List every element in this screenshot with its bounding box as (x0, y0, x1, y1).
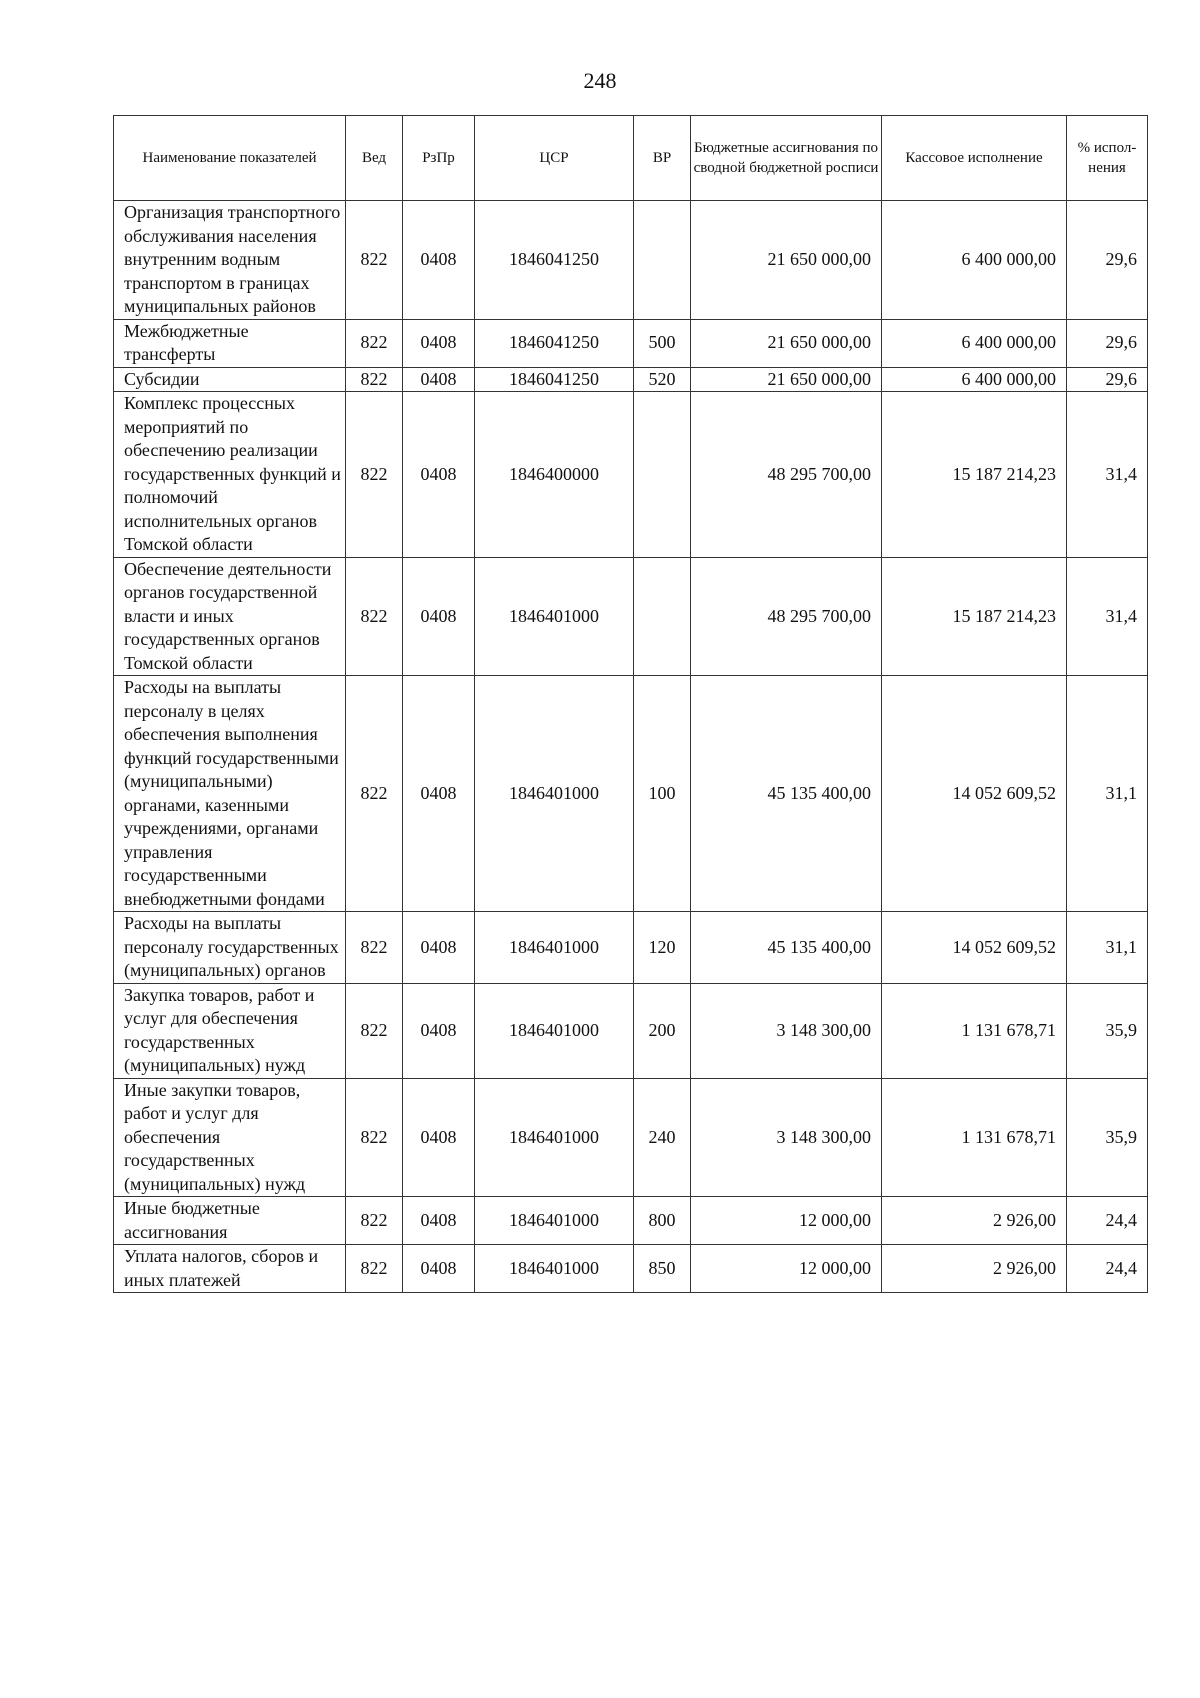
cell-ved: 822 (346, 676, 403, 912)
cell-assigned: 3 148 300,00 (691, 983, 882, 1078)
cell-name: Уплата налогов, сборов и иных платежей (114, 1245, 346, 1293)
cell-csr: 1846401000 (475, 557, 634, 676)
cell-rzpr: 0408 (403, 1078, 475, 1197)
cell-vr (634, 557, 691, 676)
table-row (114, 201, 1148, 320)
table-row (114, 983, 1148, 1078)
cell-assigned: 3 148 300,00 (691, 1078, 882, 1197)
header-ved: Вед (346, 116, 403, 201)
header-executed: Кассовое исполнение (882, 116, 1067, 201)
header-csr: ЦСР (475, 116, 634, 201)
cell-percent: 31,4 (1067, 557, 1148, 676)
cell-executed: 15 187 214,23 (882, 392, 1067, 558)
cell-ved: 822 (346, 1078, 403, 1197)
cell-rzpr: 0408 (403, 319, 475, 367)
cell-name: Расходы на выплаты персоналу в целях обеспечения выполнения функций государственными (муниципальными) органами, казенными учреждениями, органами управления государственными внебюджетными фондами (114, 676, 346, 912)
cell-vr: 120 (634, 912, 691, 984)
cell-assigned: 45 135 400,00 (691, 912, 882, 984)
cell-csr: 1846041250 (475, 201, 634, 320)
cell-vr: 800 (634, 1197, 691, 1245)
cell-ved: 822 (346, 912, 403, 984)
cell-vr: 100 (634, 676, 691, 912)
cell-name: Иные бюджетные ассигнования (114, 1197, 346, 1245)
cell-assigned: 21 650 000,00 (691, 201, 882, 320)
cell-rzpr: 0408 (403, 557, 475, 676)
cell-assigned: 48 295 700,00 (691, 557, 882, 676)
table-row (114, 1078, 1148, 1197)
cell-percent: 24,4 (1067, 1245, 1148, 1293)
cell-vr: 240 (634, 1078, 691, 1197)
cell-ved: 822 (346, 983, 403, 1078)
cell-name: Межбюджетные трансферты (114, 319, 346, 367)
cell-percent: 29,6 (1067, 201, 1148, 320)
cell-percent: 35,9 (1067, 983, 1148, 1078)
cell-rzpr: 0408 (403, 1245, 475, 1293)
table-row (114, 912, 1148, 984)
cell-name: Комплекс процессных мероприятий по обеспечению реализации государственных функций и полномочий исполнительных органов Томской области (114, 392, 346, 558)
cell-executed: 1 131 678,71 (882, 1078, 1067, 1197)
cell-assigned: 21 650 000,00 (691, 367, 882, 392)
cell-csr: 1846041250 (475, 319, 634, 367)
cell-executed: 14 052 609,52 (882, 912, 1067, 984)
table-row (114, 1245, 1148, 1293)
page-number: 248 (583, 68, 617, 93)
cell-ved: 822 (346, 1197, 403, 1245)
cell-rzpr: 0408 (403, 1197, 475, 1245)
header-rzpr: РзПр (403, 116, 475, 201)
cell-ved: 822 (346, 319, 403, 367)
cell-name: Обеспечение деятельности органов государственной власти и иных государственных органов Томской области (114, 557, 346, 676)
cell-assigned: 48 295 700,00 (691, 392, 882, 558)
cell-executed: 2 926,00 (882, 1245, 1067, 1293)
cell-executed: 2 926,00 (882, 1197, 1067, 1245)
cell-assigned: 21 650 000,00 (691, 319, 882, 367)
cell-vr: 520 (634, 367, 691, 392)
cell-assigned: 12 000,00 (691, 1245, 882, 1293)
cell-executed: 1 131 678,71 (882, 983, 1067, 1078)
table-row (114, 367, 1148, 392)
cell-name: Расходы на выплаты персоналу государственных (муниципальных) органов (114, 912, 346, 984)
cell-rzpr: 0408 (403, 912, 475, 984)
cell-percent: 24,4 (1067, 1197, 1148, 1245)
cell-executed: 15 187 214,23 (882, 557, 1067, 676)
cell-csr: 1846401000 (475, 1245, 634, 1293)
cell-vr: 200 (634, 983, 691, 1078)
cell-name: Субсидии (114, 367, 346, 392)
cell-percent: 29,6 (1067, 367, 1148, 392)
header-assigned: Бюджетные ассигнования по сводной бюджетной росписи (691, 116, 882, 201)
budget-table (113, 115, 1148, 1293)
cell-vr (634, 201, 691, 320)
cell-percent: 31,1 (1067, 912, 1148, 984)
cell-ved: 822 (346, 201, 403, 320)
cell-csr: 1846401000 (475, 1078, 634, 1197)
cell-assigned: 45 135 400,00 (691, 676, 882, 912)
cell-vr: 500 (634, 319, 691, 367)
cell-name: Организация транспортного обслуживания населения внутренним водным транспортом в границах муниципальных районов (114, 201, 346, 320)
cell-executed: 6 400 000,00 (882, 201, 1067, 320)
cell-name: Закупка товаров, работ и услуг для обеспечения государственных (муниципальных) нужд (114, 983, 346, 1078)
cell-ved: 822 (346, 392, 403, 558)
cell-ved: 822 (346, 367, 403, 392)
cell-csr: 1846401000 (475, 983, 634, 1078)
table-row (114, 319, 1148, 367)
cell-executed: 14 052 609,52 (882, 676, 1067, 912)
cell-csr: 1846400000 (475, 392, 634, 558)
header-percent: % испол-нения (1067, 116, 1148, 201)
cell-percent: 31,4 (1067, 392, 1148, 558)
cell-csr: 1846401000 (475, 1197, 634, 1245)
cell-percent: 31,1 (1067, 676, 1148, 912)
cell-ved: 822 (346, 1245, 403, 1293)
cell-rzpr: 0408 (403, 983, 475, 1078)
header-vr: ВР (634, 116, 691, 201)
cell-assigned: 12 000,00 (691, 1197, 882, 1245)
table-row (114, 676, 1148, 912)
table-row (114, 392, 1148, 558)
cell-rzpr: 0408 (403, 676, 475, 912)
table-row (114, 1197, 1148, 1245)
cell-percent: 35,9 (1067, 1078, 1148, 1197)
cell-ved: 822 (346, 557, 403, 676)
table-header-row (114, 116, 1148, 201)
table-row (114, 557, 1148, 676)
cell-rzpr: 0408 (403, 367, 475, 392)
cell-percent: 29,6 (1067, 319, 1148, 367)
header-name: Наименование показателей (114, 116, 346, 201)
cell-name: Иные закупки товаров, работ и услуг для обеспечения государственных (муниципальных) нужд (114, 1078, 346, 1197)
table-body (114, 201, 1148, 1293)
cell-vr: 850 (634, 1245, 691, 1293)
cell-csr: 1846041250 (475, 367, 634, 392)
cell-csr: 1846401000 (475, 676, 634, 912)
cell-csr: 1846401000 (475, 912, 634, 984)
cell-executed: 6 400 000,00 (882, 319, 1067, 367)
cell-rzpr: 0408 (403, 201, 475, 320)
cell-rzpr: 0408 (403, 392, 475, 558)
cell-vr (634, 392, 691, 558)
cell-executed: 6 400 000,00 (882, 367, 1067, 392)
